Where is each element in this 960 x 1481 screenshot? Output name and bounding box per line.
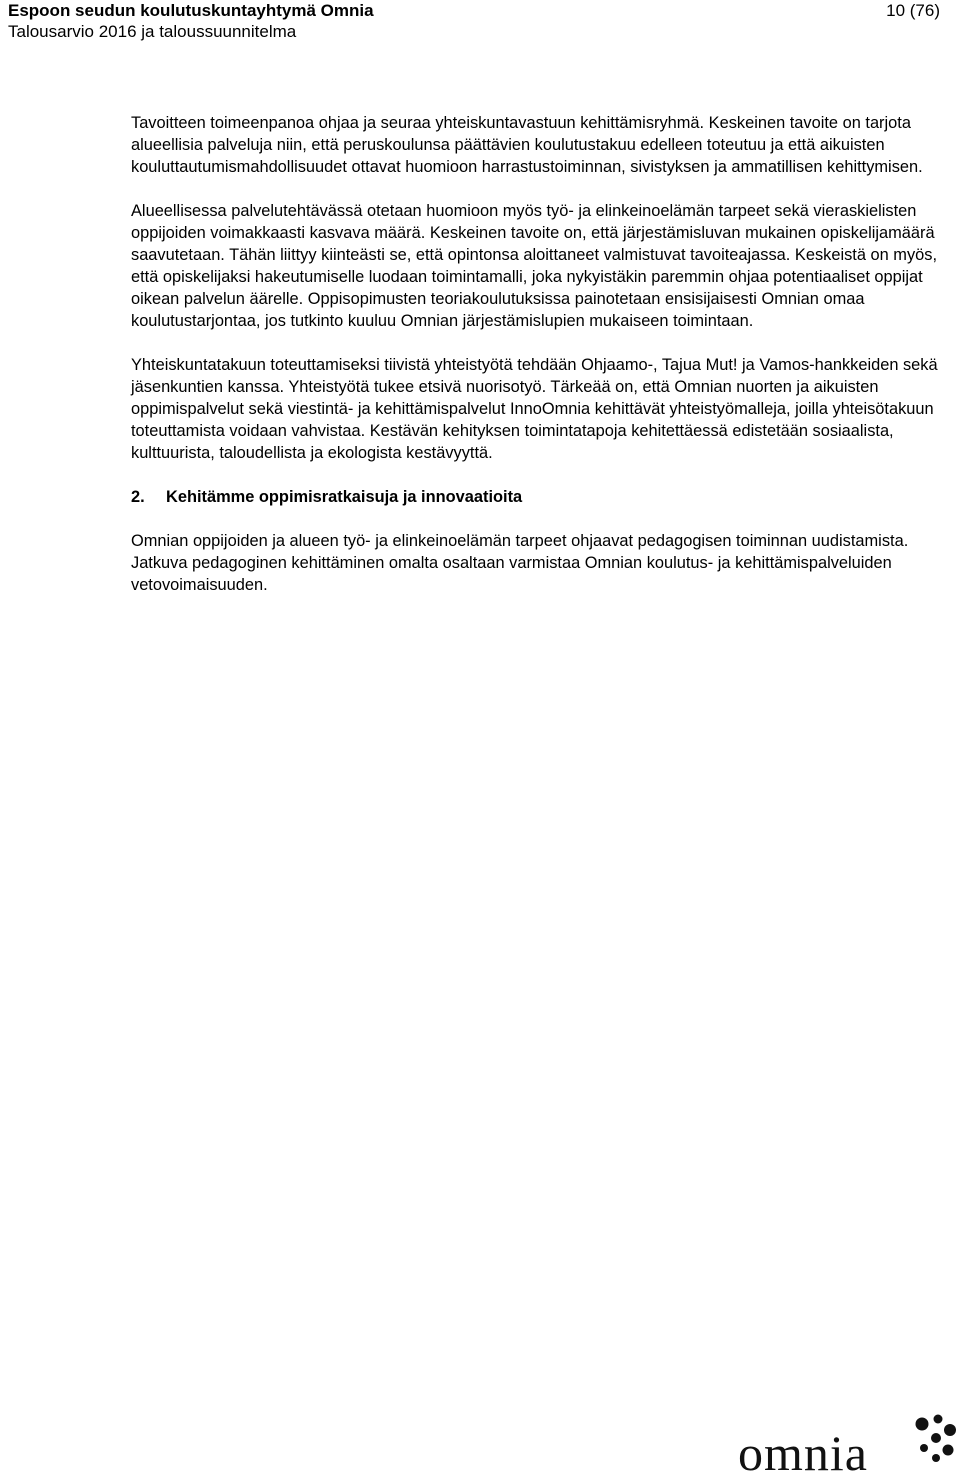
paragraph-2: Alueellisessa palvelutehtävässä otetaan huomioon myös työ- ja elinkeinoelämän tarpeet sekä vieraskielisten oppijoiden voimakkaasti kasvava määrä. Keskeinen tavoite on, että järjestämisluvan mukainen opiskelijamäärä saavutetaan. Tähän liittyy kiinteästi se, että opintonsa aloittaneet valmistuvat tavoiteajassa. Keskeistä on myös, että opiskelijaksi hakeutumiselle luodaan toimintamalli, joka nykyistäkin paremmin ohjaa potentiaaliset oppijat oikean palvelun äärelle. Oppisopimusten teoriakoulutuksissa painotetaan ensisijaisesti Omnian omaa koulutustarjontaa, jos tutkinto kuuluu Omnian järjestämislupien mukaiseen toimintaan.: [131, 202, 938, 330]
organization-name: Espoon seudun koulutuskuntayhtymä Omnia: [8, 1, 374, 20]
section-number: 2.: [131, 488, 145, 506]
section-paragraph: Omnian oppijoiden ja alueen työ- ja elinkeinoelämän tarpeet ohjaavat pedagogisen toiminnan uudistamista. Jatkuva pedagoginen kehittäminen omalta osaltaan varmistaa Omnian koulutus- ja kehittämispalveluiden vetovoimaisuuden.: [131, 532, 909, 594]
omnia-dots-logo-icon: [914, 1414, 960, 1466]
omnia-logo: [738, 1414, 960, 1481]
section-title: Kehitämme oppimisratkaisuja ja innovaatioita: [166, 488, 523, 506]
section-heading: [131, 486, 957, 508]
page-number: 10 (76): [886, 1, 940, 20]
document-subtitle: Talousarvio 2016 ja taloussuunnitelma: [8, 22, 297, 41]
paragraph-1: Tavoitteen toimeenpanoa ohjaa ja seuraa yhteiskuntavastuun kehittämisryhmä. Keskeinen tavoite on tarjota alueellisia palveluja niin, että peruskoulunsa päättävien koulutustakuu edelleen toteutuu ja että aikuisten kouluttautumismahdollisuudet ottavat huomioon harrastustoiminnan, sivistyksen ja ammatillisen kehittymisen.: [131, 114, 923, 176]
paragraph-3: Yhteiskuntatakuun toteuttamiseksi tiivistä yhteistyötä tehdään Ohjaamo-, Tajua Mut! ja Vamos-hankkeiden sekä jäsenkuntien kanssa. Yhteistyötä tukee etsivä nuorisotyö. Tärkeää on, että Omnian nuorten ja aikuisten oppimispalvelut sekä viestintä- ja kehittämispalvelut InnoOmnia kehittävät yhteistyömalleja, joilla yhteisötakuun toteuttamista voidaan vahvistaa. Kestävän kehityksen toimintatapoja kehitettäessä edistetään sosiaalista, kulttuurista, taloudellista ja ekologista kestävyyttä.: [131, 356, 938, 462]
logo-wordmark: omnia: [738, 1425, 868, 1481]
document-body: [131, 112, 957, 618]
